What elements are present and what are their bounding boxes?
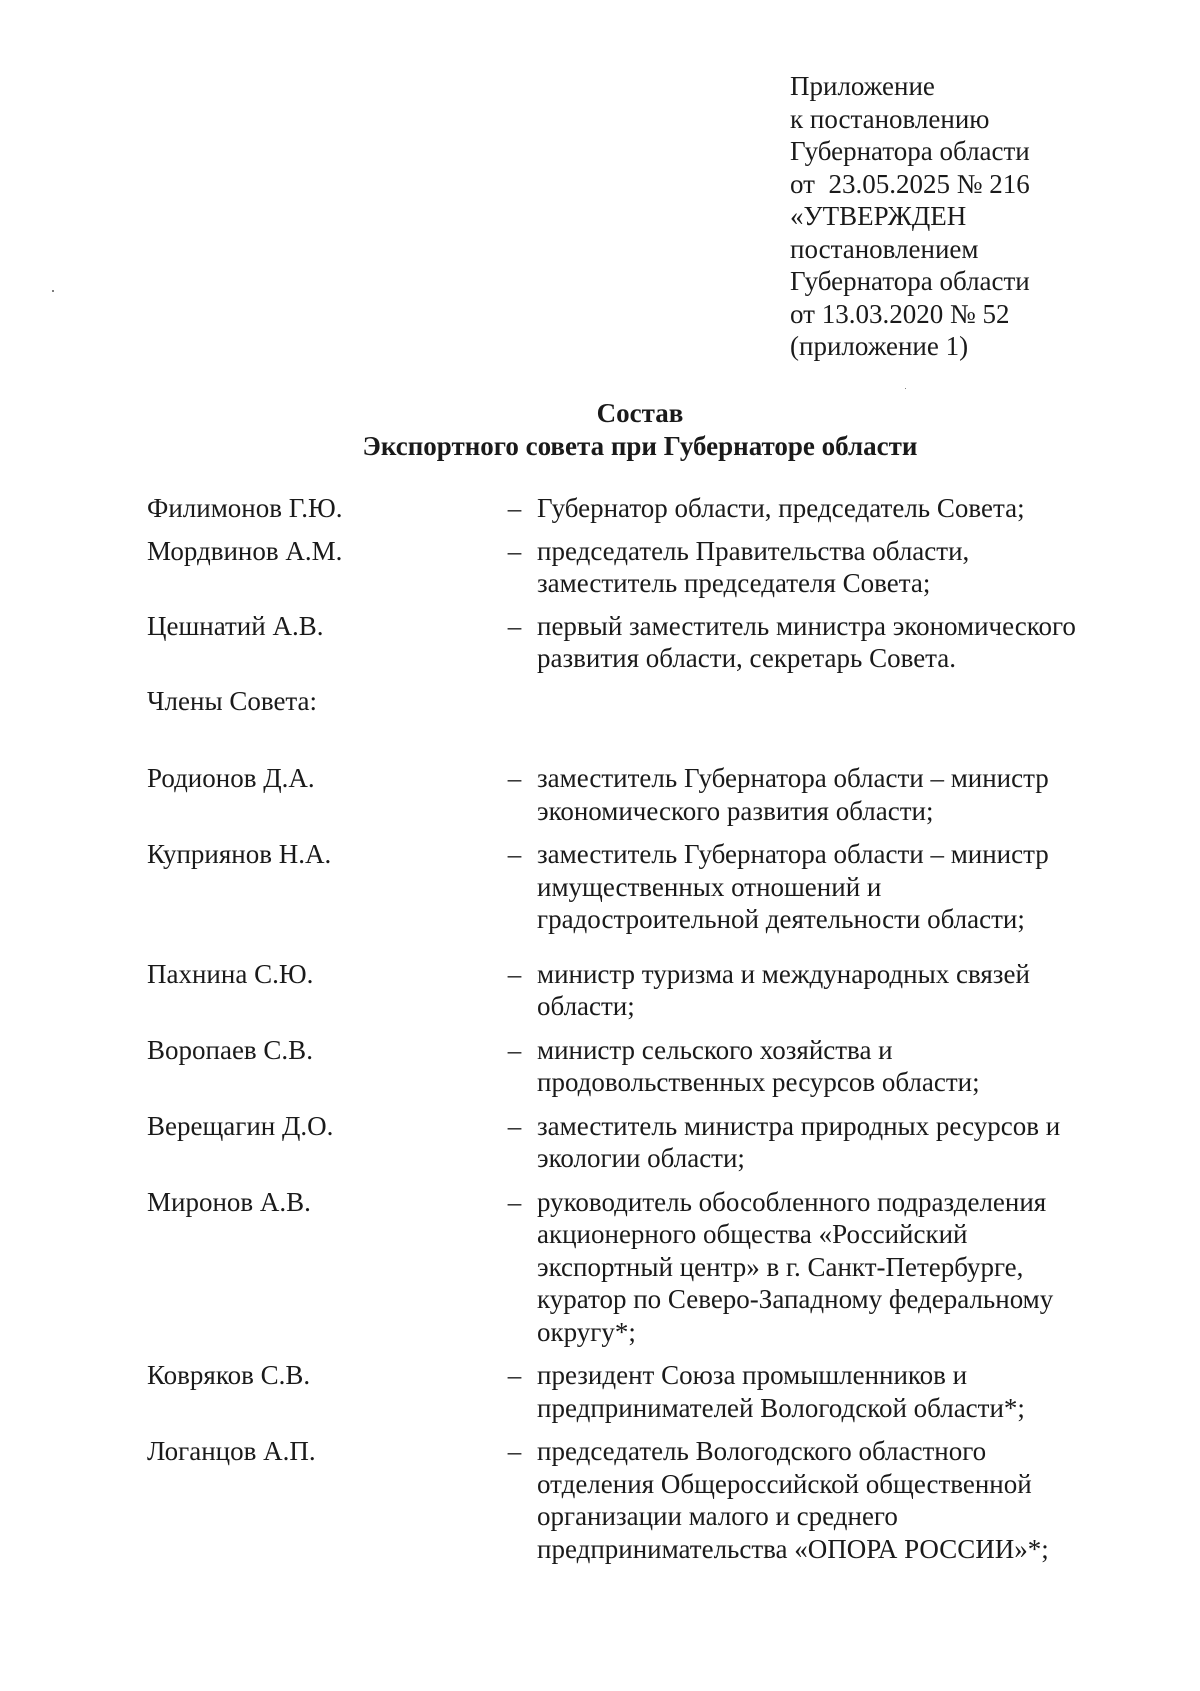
- member-position: [537, 1110, 1127, 1175]
- position-line: председатель Правительства области,: [537, 535, 970, 566]
- dash: –: [507, 1034, 522, 1065]
- member-position: [537, 1435, 1127, 1565]
- list-item: [147, 492, 1147, 525]
- position-line: экологии области;: [537, 1143, 745, 1173]
- member-position: [537, 838, 1127, 936]
- position-line: заместитель Губернатора области – министр: [537, 763, 1049, 793]
- member-position: [537, 958, 1127, 1023]
- position-line: председатель Вологодского областного: [537, 1436, 987, 1466]
- member-name: Воропаев С.В.: [147, 1034, 313, 1065]
- position-line: предпринимательства «ОПОРА РОССИИ»*;: [537, 1533, 1049, 1564]
- list-item: [147, 1034, 1147, 1099]
- position-line: экспортный центр» в г. Санкт-Петербурге,: [537, 1251, 1024, 1282]
- member-name: Миронов А.В.: [147, 1186, 311, 1217]
- position-line: отделения Общероссийской общественной: [537, 1468, 1032, 1499]
- dash: –: [507, 1360, 522, 1390]
- member-name: Цешнатий А.В.: [147, 610, 324, 641]
- dash: –: [507, 1436, 522, 1466]
- dash: –: [507, 1110, 522, 1141]
- approval-stamp-block: [790, 70, 1030, 363]
- member-name: Пахнина С.Ю.: [147, 958, 314, 989]
- member-position: [537, 1359, 1127, 1424]
- approval-line: (приложение 1): [790, 331, 969, 361]
- approval-line: Губернатора области: [790, 136, 1030, 166]
- dash: –: [507, 493, 522, 523]
- member-name: Филимонов Г.Ю.: [147, 493, 343, 523]
- council-composition-list: [147, 492, 1147, 1565]
- position-line: градостроительной деятельности области;: [537, 904, 1025, 934]
- position-line: предпринимателей Вологодской области*;: [537, 1392, 1025, 1423]
- position-line: куратор по Северо-Западному федеральному: [537, 1284, 1054, 1314]
- list-item: [147, 1359, 1147, 1424]
- member-position: [537, 762, 1127, 827]
- list-item: [147, 838, 1147, 936]
- member-position: [537, 492, 1127, 525]
- dash: –: [507, 610, 522, 641]
- members-heading: Члены Совета:: [147, 685, 318, 716]
- title-line-2: Экспортного совета при Губернаторе области: [362, 431, 918, 461]
- member-position: [537, 535, 1127, 600]
- approval-line: от 13.03.2020 № 52: [790, 298, 1010, 329]
- member-position: [537, 1034, 1127, 1099]
- approval-line: от 23.05.2025 № 216: [790, 168, 1030, 199]
- position-line: Губернатор области, председатель Совета;: [537, 493, 1025, 523]
- dash: –: [507, 958, 522, 989]
- position-line: руководитель обособленного подразделения: [537, 1186, 1047, 1217]
- document-title: [0, 397, 1200, 463]
- list-item: [147, 535, 1147, 600]
- position-line: развития области, секретарь Совета.: [537, 643, 957, 673]
- position-line: экономического развития области;: [537, 795, 934, 826]
- list-item: [147, 1186, 1147, 1349]
- member-name: Мордвинов А.М.: [147, 535, 343, 566]
- dash: –: [507, 839, 522, 869]
- member-name: Куприянов Н.А.: [147, 839, 332, 869]
- position-line: округу*;: [537, 1316, 636, 1347]
- scan-speck: [905, 388, 906, 389]
- position-line: продовольственных ресурсов области;: [537, 1067, 980, 1097]
- list-item: [147, 958, 1147, 1023]
- position-line: имущественных отношений и: [537, 871, 882, 902]
- position-line: заместитель Губернатора области – министр: [537, 839, 1049, 869]
- approval-line: Приложение: [790, 71, 935, 101]
- scan-speck: [52, 290, 54, 292]
- dash: –: [507, 763, 522, 793]
- position-line: организации малого и среднего: [537, 1501, 898, 1531]
- member-name: Ковряков С.В.: [147, 1360, 311, 1390]
- list-item: [147, 1435, 1147, 1565]
- position-line: заместитель министра природных ресурсов и: [537, 1110, 1061, 1141]
- member-name: Верещагин Д.О.: [147, 1110, 334, 1141]
- member-position: [537, 610, 1127, 675]
- title-line-1: Состав: [596, 398, 684, 428]
- position-line: акционерного общества «Российский: [537, 1219, 968, 1249]
- dash: –: [507, 1186, 522, 1217]
- approval-line: Губернатора области: [790, 266, 1030, 296]
- position-line: области;: [537, 991, 635, 1021]
- approval-line: «УТВЕРЖДЕН: [790, 201, 967, 231]
- member-name: Логанцов А.П.: [147, 1436, 316, 1466]
- position-line: заместитель председателя Совета;: [537, 568, 931, 598]
- list-item: [147, 1110, 1147, 1175]
- member-position: [537, 1186, 1127, 1349]
- position-line: первый заместитель министра экономического: [537, 610, 1076, 641]
- position-line: министр туризма и международных связей: [537, 958, 1030, 989]
- position-line: президент Союза промышленников и: [537, 1360, 968, 1390]
- position-line: министр сельского хозяйства и: [537, 1034, 893, 1065]
- list-item: [147, 610, 1147, 675]
- approval-line: к постановлению: [790, 103, 990, 134]
- dash: –: [507, 535, 522, 566]
- approval-line: постановлением: [790, 233, 979, 264]
- list-item: [147, 762, 1147, 827]
- member-name: Родионов Д.А.: [147, 763, 315, 793]
